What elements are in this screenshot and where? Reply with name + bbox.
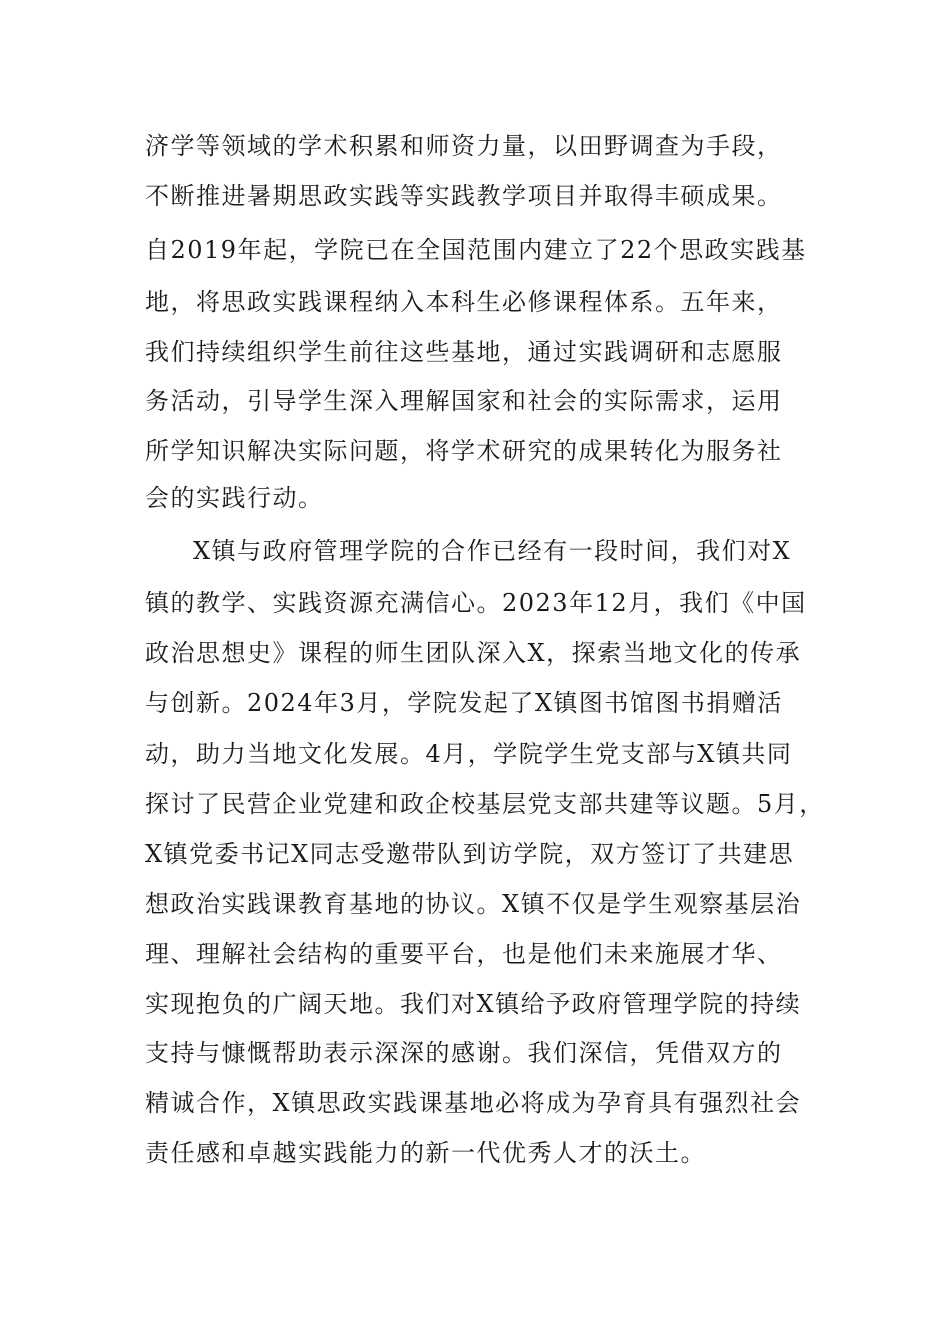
paragraph-1-line-4: 地，将思政实践课程纳入本科生必修课程体系。五年来， xyxy=(145,288,783,316)
paragraph-1-line-8: 会的实践行动。 xyxy=(145,484,324,512)
paragraph-2-line-10: 实现抱负的广阔天地。我们对X镇给予政府管理学院的持续 xyxy=(145,990,802,1018)
paragraph-2-line-3: 政治思想史》课程的师生团队深入X，探索当地文化的传承 xyxy=(145,639,802,667)
paragraph-2-line-2: 镇的教学、实践资源充满信心。2023年12月，我们《中国 xyxy=(145,589,807,617)
paragraph-2-line-9: 理、理解社会结构的重要平台，也是他们未来施展才华、 xyxy=(145,940,783,968)
paragraph-2-line-13: 责任感和卓越实践能力的新一代优秀人才的沃土。 xyxy=(145,1139,706,1167)
paragraph-1-line-3: 自2019年起，学院已在全国范围内建立了22个思政实践基 xyxy=(145,236,807,264)
paragraph-2-line-5: 动，助力当地文化发展。4月，学院学生党支部与X镇共同 xyxy=(145,740,793,768)
paragraph-2-line-4: 与创新。2024年3月，学院发起了X镇图书馆图书捐赠活 xyxy=(145,689,783,717)
paragraph-2-line-8: 想政治实践课教育基地的协议。X镇不仅是学生观察基层治 xyxy=(145,890,802,918)
paragraph-1-line-7: 所学知识解决实际问题，将学术研究的成果转化为服务社 xyxy=(145,437,783,465)
paragraph-1-line-5: 我们持续组织学生前往这些基地，通过实践调研和志愿服 xyxy=(145,338,783,366)
paragraph-2-line-11: 支持与慷慨帮助表示深深的感谢。我们深信，凭借双方的 xyxy=(145,1039,783,1067)
paragraph-1-line-6: 务活动，引导学生深入理解国家和社会的实际需求，运用 xyxy=(145,387,783,415)
paragraph-2-line-6: 探讨了民营企业党建和政企校基层党支部共建等议题。5月， xyxy=(145,790,825,818)
paragraph-2-line-1: X镇与政府管理学院的合作已经有一段时间，我们对X xyxy=(193,537,792,565)
paragraph-2-line-12: 精诚合作，X镇思政实践课基地必将成为孕育具有强烈社会 xyxy=(145,1089,802,1117)
paragraph-2-line-7: X镇党委书记X同志受邀带队到访学院，双方签订了共建思 xyxy=(145,840,795,868)
paragraph-1-line-2: 不断推进暑期思政实践等实践教学项目并取得丰硕成果。 xyxy=(145,182,783,210)
paragraph-1-line-1: 济学等领域的学术积累和师资力量，以田野调查为手段， xyxy=(145,132,783,160)
